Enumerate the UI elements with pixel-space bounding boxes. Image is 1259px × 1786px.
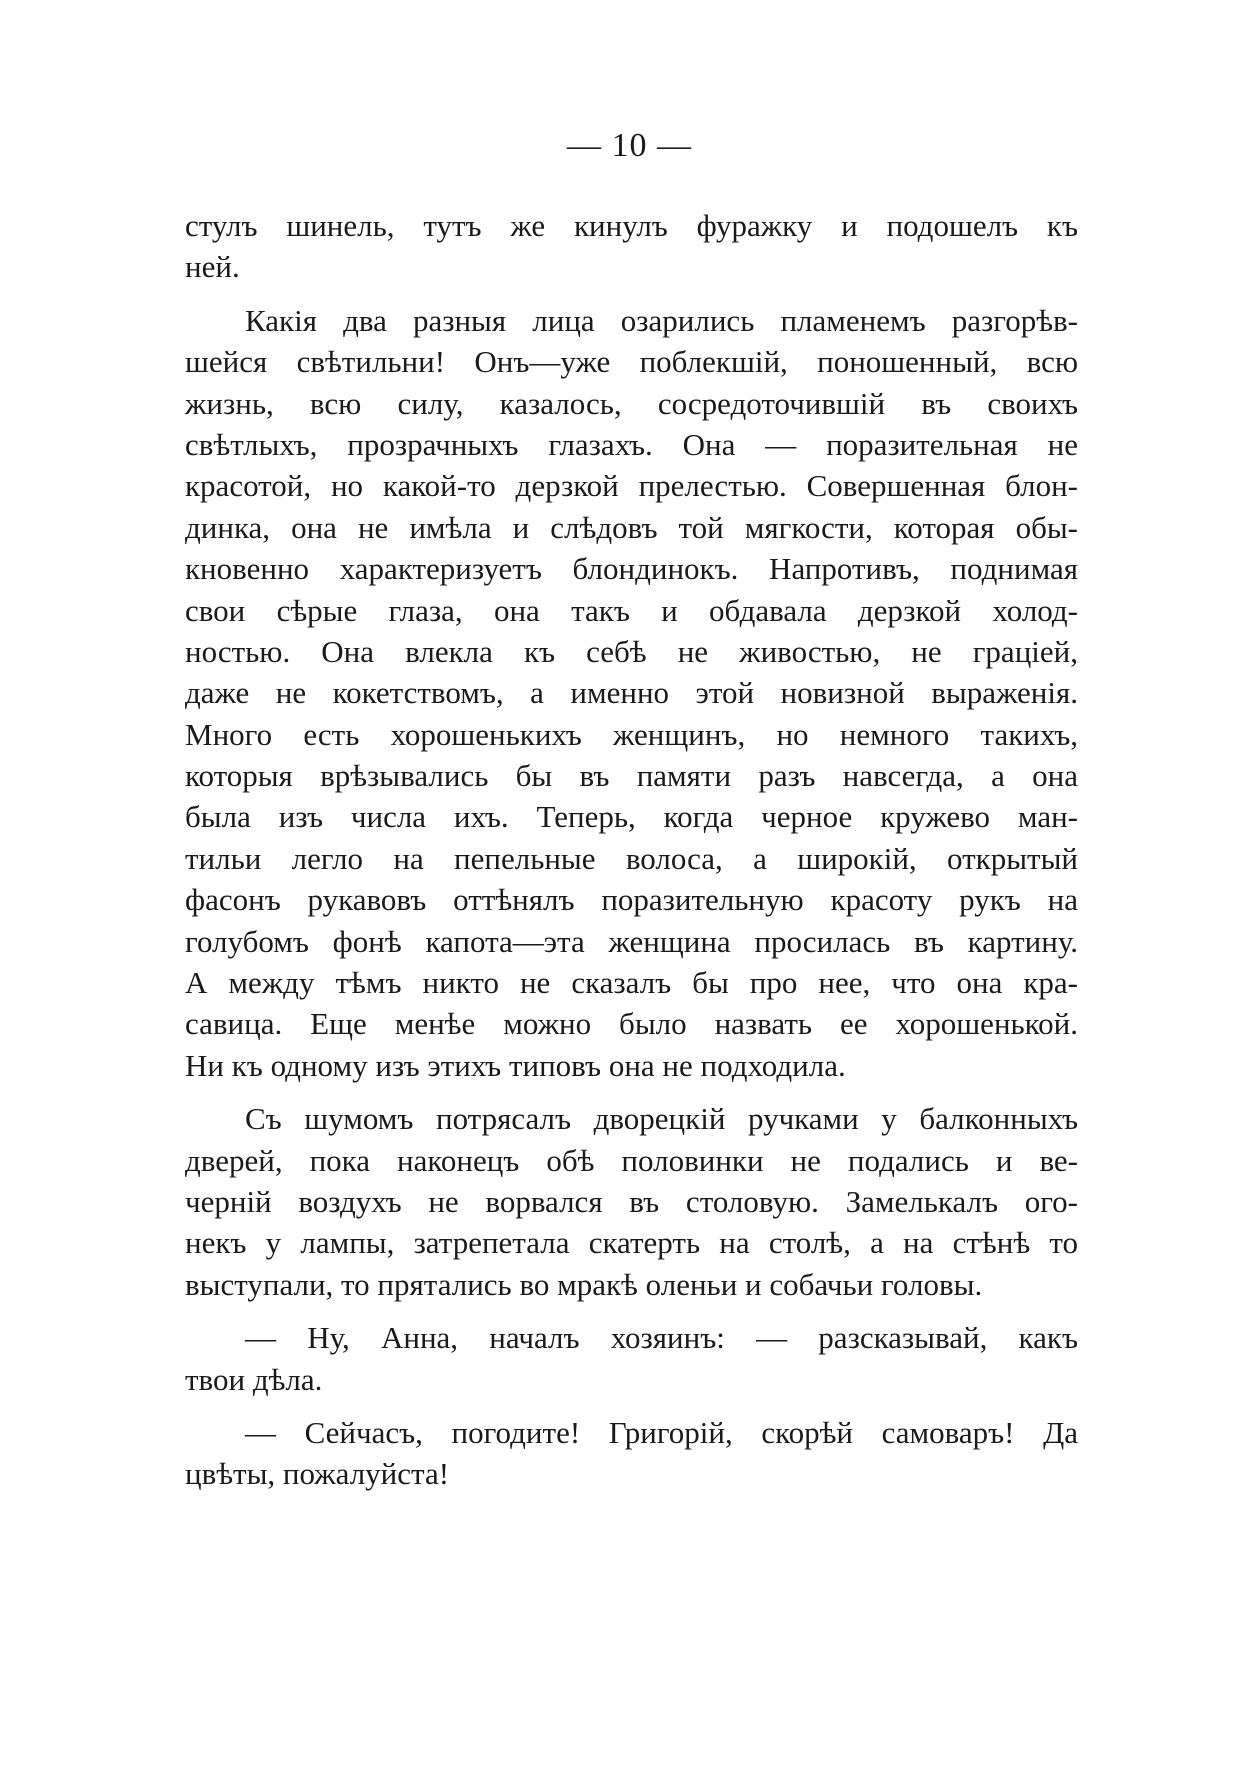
text-line: цвѣты, пожалуйста! — [185, 1456, 450, 1492]
text-line: Ни къ одному изъ этихъ типовъ она не подходила. — [185, 1047, 846, 1083]
text-line: шейся свѣтильни! Онъ—уже поблекшій, поношенный, всю — [185, 344, 1078, 380]
text-line: фасонъ рукавовъ оттѣнялъ поразительную красоту рукъ на — [185, 882, 1078, 918]
text-line: некъ у лампы, затрепетала скатерть на столѣ, а на стѣнѣ то — [185, 1225, 1078, 1261]
text-line: дверей, пока наконецъ обѣ половинки не подались и ве- — [185, 1142, 1078, 1178]
paragraph-gap — [185, 288, 1078, 300]
paragraph — [185, 1412, 1078, 1495]
text-line: была изъ числа ихъ. Теперь, когда черное кружево ман- — [185, 799, 1078, 835]
text-line: свѣтлыхъ, прозрачныхъ глазахъ. Она — поразительная не — [185, 426, 1078, 462]
text-line: даже не кокетствомъ, а именно этой новизной выраженія. — [185, 675, 1078, 711]
paragraph — [185, 1098, 1078, 1305]
text-line: красотой, но какой-то дерзкой прелестью. Совершенная блон- — [185, 468, 1078, 504]
text-line: Много есть хорошенькихъ женщинъ, но немного такихъ, — [185, 716, 1078, 752]
text-line: — Ну, Анна, началъ хозяинъ: — разсказывай, какъ — [245, 1320, 1078, 1356]
text-line: савица. Еще менѣе можно было назвать ее хорошенькой. — [185, 1006, 1078, 1042]
text-line: ней. — [185, 249, 240, 285]
text-line: черній воздухъ не ворвался въ столовую. Замелькалъ ого- — [185, 1183, 1078, 1219]
text-line: выступали, то прятались во мракѣ оленьи и собачьи головы. — [185, 1266, 983, 1302]
text-line: динка, она не имѣла и слѣдовъ той мягкости, которая обы- — [185, 509, 1078, 545]
text-line: А между тѣмъ никто не сказалъ бы про нее, что она кра- — [185, 965, 1078, 1001]
text-line: твои дѣла. — [185, 1361, 323, 1397]
paragraph — [185, 300, 1078, 1086]
body-text — [185, 205, 1078, 1495]
text-line: — Сейчасъ, погодите! Григорій, скорѣй самоваръ! Да — [245, 1414, 1078, 1450]
text-line: жизнь, всю силу, казалось, сосредоточившій въ своихъ — [185, 385, 1078, 421]
paragraph-gap — [185, 1305, 1078, 1317]
text-line: кновенно характеризуетъ блондинокъ. Напротивъ, поднимая — [185, 551, 1078, 587]
text-line: Съ шумомъ потрясалъ дворецкій ручками у балконныхъ — [245, 1101, 1078, 1137]
text-line: стулъ шинель, тутъ же кинулъ фуражку и подошелъ къ — [185, 208, 1078, 243]
paragraph — [185, 205, 1078, 288]
page-number: — 10 — — [567, 127, 692, 164]
text-line: ностью. Она влекла къ себѣ не живостью, не граціей, — [185, 633, 1078, 669]
text-line: голубомъ фонѣ капота—эта женщина просилась въ картину. — [185, 923, 1078, 959]
text-line: свои сѣрые глаза, она такъ и обдавала дерзкой холод- — [185, 592, 1078, 628]
paragraph-gap — [185, 1086, 1078, 1098]
paragraph-gap — [185, 1400, 1078, 1412]
text-line: которыя врѣзывались бы въ памяти разъ навсегда, а она — [185, 758, 1078, 794]
text-line: тильи легло на пепельные волоса, а широкій, открытый — [185, 840, 1078, 876]
paragraph — [185, 1317, 1078, 1400]
text-line: Какія два разныя лица озарились пламенемъ разгорѣв- — [245, 302, 1078, 338]
